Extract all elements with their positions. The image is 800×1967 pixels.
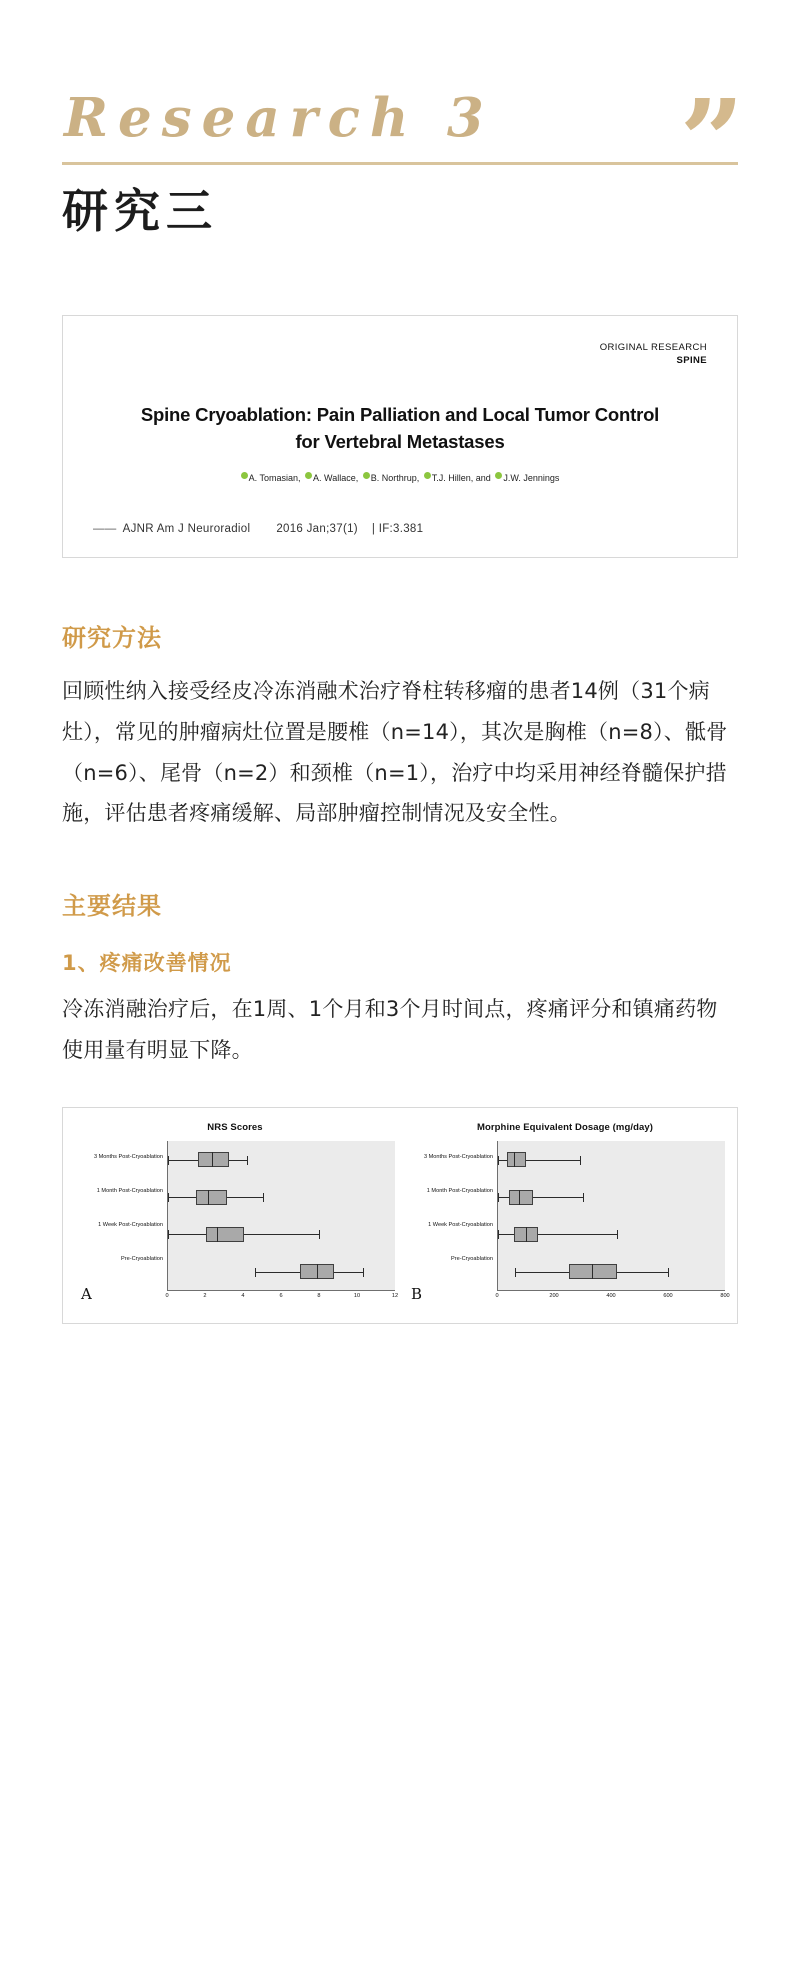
orcid-icon [424,472,431,479]
panel-a-x-axis [165,1291,399,1305]
boxplot-median [526,1227,527,1242]
boxplot-whisker-cap [617,1230,618,1239]
x-axis-tick-label: 0 [165,1293,169,1300]
boxplot-whisker-cap [168,1230,169,1239]
boxplot-box [198,1152,228,1167]
page-header [62,0,738,238]
author-entry [363,473,420,483]
boxplot-whisker-cap [515,1268,516,1277]
boxplot-box [507,1152,527,1167]
x-axis-tick-label: 400 [606,1293,616,1300]
paper-kicker [93,342,707,366]
boxplot-box [509,1190,533,1205]
panel-b-title: Morphine Equivalent Dosage (mg/day) [476,1122,654,1134]
boxplot-whisker-cap [168,1193,169,1202]
section-heading-results: 主要结果 [62,892,162,921]
boxplot-whisker-cap [255,1268,256,1277]
boxplot-median [592,1264,593,1279]
section-body-methods: 回顾性纳入接受经皮冷冻消融术治疗脊柱转移瘤的患者14例（31个病灶），常见的肿瘤病灶位置是腰椎（n=14），其次是胸椎（n=8）、骶骨（n=6）、尾骨（n=2）和颈椎（n=1），治疗中均采用神经脊髓保护措施，评估患者疼痛缓解、局部肿瘤控制情况及安全性。 [62,678,728,826]
meta-dash: —— [93,522,117,535]
category-label: 1 Week Post-Cryoablation [428,1222,493,1229]
page-title: 研究三 [62,184,218,238]
author-name: B. Northrup, [370,472,420,483]
boxplot-median [212,1152,213,1167]
boxplot-whisker-cap [583,1193,584,1202]
category-label: 3 Months Post-Cryoablation [93,1154,163,1161]
category-label: Pre-Cryoablation [121,1256,163,1263]
boxplot-whisker-cap [168,1156,169,1165]
paper-metadata [93,523,707,535]
panel-b-plot-area [497,1141,725,1291]
boxplot-box [206,1227,244,1242]
x-axis-tick-label: 2 [203,1293,207,1300]
author-name: A. Wallace, [313,472,359,483]
publication-date: 2016 Jan;37(1) [276,522,358,535]
boxplot-median [208,1190,209,1205]
meta-separator: | [371,522,376,535]
x-axis-tick-label: 200 [549,1293,559,1300]
category-label: 3 Months Post-Cryoablation [423,1154,493,1161]
boxplot-whisker-cap [668,1268,669,1277]
orcid-icon [241,472,248,479]
paper-title-line2: for Vertebral Metastases [295,430,505,452]
author-entry [305,473,358,483]
category-label: 1 Month Post-Cryoablation [426,1188,493,1195]
x-axis-tick-label: 12 [391,1293,399,1300]
boxplot-whisker-cap [363,1268,364,1277]
x-axis-tick-label: 0 [495,1293,499,1300]
author-entry [495,473,559,483]
journal-name: AJNR Am J Neuroradiol [122,522,251,535]
paper-kicker-line2: SPINE [676,355,707,366]
boxplot-whisker-cap [319,1230,320,1239]
paper-kicker-line1: ORIGINAL RESEARCH [599,342,707,353]
paper-title [93,402,707,456]
boxplot-whisker-cap [580,1156,581,1165]
section-heading-methods: 研究方法 [62,623,162,652]
figure-panel-b [405,1122,730,1305]
boxplot-median [514,1152,515,1167]
subsection-heading-pain: 1、疼痛改善情况 [62,951,232,976]
author-name: J.W. Jennings [503,472,560,483]
category-label: Pre-Cryoablation [451,1256,493,1263]
figure-boxplots [62,1107,738,1324]
author-name: T.J. Hillen, and [431,472,491,483]
header-script-title: Research 3 [64,87,494,149]
author-entry [241,473,301,483]
header-divider [62,162,738,165]
panel-b-letter: B [411,1285,423,1304]
boxplot-whisker-cap [498,1230,499,1239]
orcid-icon [305,472,312,479]
orcid-icon [495,472,502,479]
boxplot-box [196,1190,226,1205]
panel-a-letter: A [81,1285,92,1304]
paper-title-line1: Spine Cryoablation: Pain Palliation and Local Tumor Control [140,404,660,425]
panel-a-title: NRS Scores [207,1122,263,1134]
boxplot-whisker-cap [263,1193,264,1202]
orcid-icon [363,472,370,479]
boxplot-whisker-cap [498,1156,499,1165]
figure-panel-a [75,1122,399,1305]
category-label: 1 Month Post-Cryoablation [96,1188,163,1195]
section-body-results: 冷冻消融治疗后，在1周、1个月和3个月时间点，疼痛评分和镇痛药物使用量有明显下降。 [62,997,718,1063]
panel-a-category-labels [75,1141,167,1291]
x-axis-tick-label: 6 [279,1293,283,1300]
panel-b-x-axis [495,1291,730,1305]
x-axis-tick-label: 10 [353,1293,361,1300]
category-label: 1 Week Post-Cryoablation [98,1222,163,1229]
boxplot-whisker-cap [247,1156,248,1165]
x-axis-tick-label: 800 [720,1293,730,1300]
quote-mark-icon: ” [679,76,738,207]
boxplot-median [519,1190,520,1205]
boxplot-box [569,1264,617,1279]
panel-b-category-labels [405,1141,497,1291]
paper-citation-card [62,315,738,558]
x-axis-tick-label: 600 [663,1293,673,1300]
author-name: A. Tomasian, [248,472,301,483]
author-entry [424,473,491,483]
paper-authors [93,472,707,483]
panel-a-plot-area [167,1141,395,1291]
boxplot-median [317,1264,318,1279]
boxplot-median [217,1227,218,1242]
boxplot-whisker-cap [498,1193,499,1202]
boxplot-whisker [168,1234,319,1235]
x-axis-tick-label: 8 [317,1293,321,1300]
x-axis-tick-label: 4 [241,1293,245,1300]
impact-factor: IF:3.381 [378,522,424,535]
